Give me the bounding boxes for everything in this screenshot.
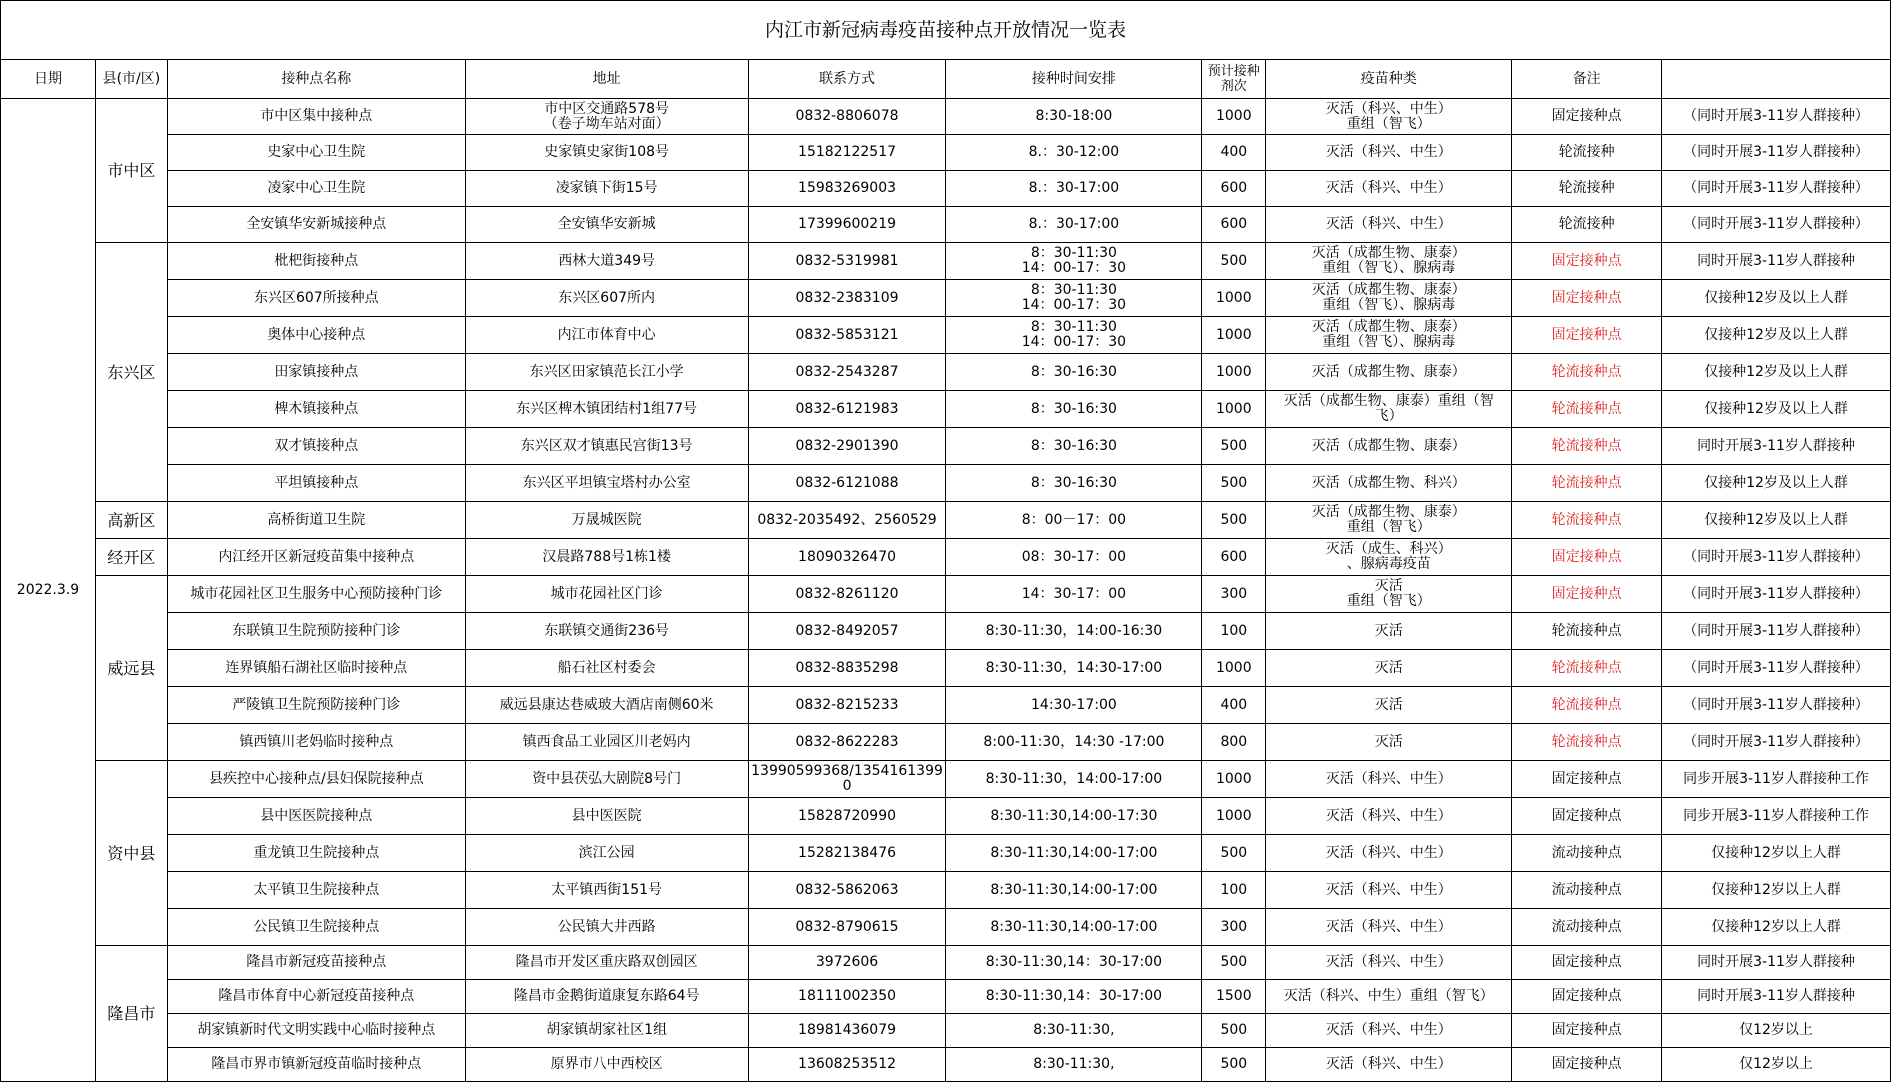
vaccine-cell: 灭活 <box>1266 724 1512 761</box>
contact-cell: 0832-8215233 <box>748 687 946 724</box>
time-cell: 8:30-11:30，14:00-17:00 <box>946 761 1202 798</box>
extra-cell: （同时开展3-11岁人群接种） <box>1662 99 1891 135</box>
contact-cell: 0832-8806078 <box>748 99 946 135</box>
site-name-cell: 内江经开区新冠疫苗集中接种点 <box>167 539 465 576</box>
doses-cell: 100 <box>1202 613 1266 650</box>
extra-cell: （同时开展3-11岁人群接种） <box>1662 650 1891 687</box>
contact-cell: 0832-2035492、2560529 <box>748 502 946 539</box>
doses-cell: 1000 <box>1202 761 1266 798</box>
contact-cell: 0832-2543287 <box>748 354 946 391</box>
vaccine-cell: 灭活（成都生物、康泰） 重组（智飞） <box>1266 502 1512 539</box>
header-county: 县(市/区) <box>95 60 167 99</box>
extra-cell: 仅接种12岁及以上人群 <box>1662 317 1891 354</box>
table-row <box>1 1014 1891 1048</box>
contact-cell: 0832-8261120 <box>748 576 946 613</box>
table-row <box>1 317 1891 354</box>
address-cell: 史家镇史家街108号 <box>465 135 748 171</box>
address-cell: 东联镇交通街236号 <box>465 613 748 650</box>
note-cell: 轮流接种点 <box>1512 650 1662 687</box>
doses-cell: 500 <box>1202 1014 1266 1048</box>
extra-cell: 同时开展3-11岁人群接种 <box>1662 946 1891 980</box>
doses-cell: 1000 <box>1202 650 1266 687</box>
address-cell: 胡家镇胡家社区1组 <box>465 1014 748 1048</box>
extra-cell: 仅接种12岁以上人群 <box>1662 835 1891 872</box>
table-row <box>1 724 1891 761</box>
site-name-cell: 太平镇卫生院接种点 <box>167 872 465 909</box>
doses-cell: 500 <box>1202 428 1266 465</box>
site-name-cell: 奥体中心接种点 <box>167 317 465 354</box>
note-cell: 轮流接种点 <box>1512 724 1662 761</box>
note-cell: 轮流接种 <box>1512 171 1662 207</box>
table-row <box>1 207 1891 243</box>
address-cell: 隆昌市金鹅街道康复东路64号 <box>465 980 748 1014</box>
note-cell: 固定接种点 <box>1512 576 1662 613</box>
contact-cell: 0832-2383109 <box>748 280 946 317</box>
vaccine-cell: 灭活 <box>1266 687 1512 724</box>
header-row <box>1 60 1891 99</box>
doses-cell: 500 <box>1202 465 1266 502</box>
note-cell: 轮流接种点 <box>1512 391 1662 428</box>
vaccine-cell: 灭活（科兴、中生） <box>1266 1014 1512 1048</box>
note-cell: 固定接种点 <box>1512 1014 1662 1048</box>
doses-cell: 500 <box>1202 502 1266 539</box>
address-cell: 滨江公园 <box>465 835 748 872</box>
time-cell: 8:30-11:30, <box>946 1014 1202 1048</box>
extra-cell: 同步开展3-11岁人群接种工作 <box>1662 761 1891 798</box>
time-cell: 8：30-16:30 <box>946 354 1202 391</box>
table-row <box>1 980 1891 1014</box>
doses-cell: 800 <box>1202 724 1266 761</box>
doses-cell: 500 <box>1202 243 1266 280</box>
doses-cell: 500 <box>1202 946 1266 980</box>
note-cell: 流动接种点 <box>1512 835 1662 872</box>
table-row <box>1 798 1891 835</box>
time-cell: 8：30-16:30 <box>946 428 1202 465</box>
site-name-cell: 双才镇接种点 <box>167 428 465 465</box>
address-cell: 威远县康达巷威玻大酒店南侧60米 <box>465 687 748 724</box>
contact-cell: 13608253512 <box>748 1048 946 1082</box>
site-name-cell: 胡家镇新时代文明实践中心临时接种点 <box>167 1014 465 1048</box>
site-name-cell: 隆昌市新冠疫苗接种点 <box>167 946 465 980</box>
extra-cell: 仅接种12岁以上人群 <box>1662 909 1891 946</box>
table-row <box>1 576 1891 613</box>
time-cell: 8：30-11:30 14：00-17：30 <box>946 280 1202 317</box>
extra-cell: 同时开展3-11岁人群接种 <box>1662 243 1891 280</box>
note-cell: 固定接种点 <box>1512 99 1662 135</box>
vaccine-cell: 灭活 <box>1266 613 1512 650</box>
doses-cell: 1500 <box>1202 980 1266 1014</box>
time-cell: 8：30-16:30 <box>946 391 1202 428</box>
vaccine-cell: 灭活（成都生物、康泰） 重组（智飞）、腺病毒 <box>1266 317 1512 354</box>
vaccine-cell: 灭活（科兴、中生） <box>1266 761 1512 798</box>
site-name-cell: 重龙镇卫生院接种点 <box>167 835 465 872</box>
time-cell: 8:30-11:30, <box>946 1048 1202 1082</box>
address-cell: 东兴区椑木镇团结村1组77号 <box>465 391 748 428</box>
note-cell: 轮流接种点 <box>1512 354 1662 391</box>
contact-cell: 13990599368/13541613990 <box>748 761 946 798</box>
extra-cell: （同时开展3-11岁人群接种） <box>1662 576 1891 613</box>
vaccine-cell: 灭活（成都生物、科兴） <box>1266 465 1512 502</box>
header-time: 接种时间安排 <box>946 60 1202 99</box>
header-vaccine: 疫苗种类 <box>1266 60 1512 99</box>
contact-cell: 15983269003 <box>748 171 946 207</box>
vaccine-cell: 灭活（成都生物、康泰）重组（智 飞） <box>1266 391 1512 428</box>
time-cell: 8:30-11:30,14:00-17:30 <box>946 798 1202 835</box>
site-name-cell: 城市花园社区卫生服务中心预防接种门诊 <box>167 576 465 613</box>
time-cell: 8:30-18:00 <box>946 99 1202 135</box>
contact-cell: 0832-5862063 <box>748 872 946 909</box>
doses-cell: 500 <box>1202 1048 1266 1082</box>
vaccine-cell: 灭活（成都生物、康泰） <box>1266 428 1512 465</box>
contact-cell: 18090326470 <box>748 539 946 576</box>
doses-cell: 400 <box>1202 135 1266 171</box>
time-cell: 8:30-11:30，14:00-16:30 <box>946 613 1202 650</box>
time-cell: 14:30-17:00 <box>946 687 1202 724</box>
site-name-cell: 县中医医院接种点 <box>167 798 465 835</box>
site-name-cell: 隆昌市体育中心新冠疫苗接种点 <box>167 980 465 1014</box>
vaccine-cell: 灭活（科兴、中生） <box>1266 135 1512 171</box>
vaccine-cell: 灭活（科兴、中生）重组（智飞） <box>1266 980 1512 1014</box>
contact-cell: 0832-5853121 <box>748 317 946 354</box>
table-row <box>1 650 1891 687</box>
address-cell: 原界市八中西校区 <box>465 1048 748 1082</box>
address-cell: 县中医医院 <box>465 798 748 835</box>
address-cell: 船石社区村委会 <box>465 650 748 687</box>
vaccine-cell: 灭活（科兴、中生） <box>1266 946 1512 980</box>
vaccine-cell: 灭活 重组（智飞） <box>1266 576 1512 613</box>
vaccine-cell: 灭活（科兴、中生） 重组（智飞） <box>1266 99 1512 135</box>
extra-cell: （同时开展3-11岁人群接种） <box>1662 135 1891 171</box>
header-date: 日期 <box>1 60 96 99</box>
vaccine-cell: 灭活（科兴、中生） <box>1266 872 1512 909</box>
site-name-cell: 椑木镇接种点 <box>167 391 465 428</box>
site-name-cell: 高桥街道卫生院 <box>167 502 465 539</box>
extra-cell: 仅12岁以上 <box>1662 1048 1891 1082</box>
county-cell: 资中县 <box>95 761 167 946</box>
site-name-cell: 枇杷街接种点 <box>167 243 465 280</box>
county-cell: 高新区 <box>95 502 167 539</box>
address-cell: 东兴区平坦镇宝塔村办公室 <box>465 465 748 502</box>
address-cell: 东兴区田家镇范长江小学 <box>465 354 748 391</box>
note-cell: 流动接种点 <box>1512 872 1662 909</box>
extra-cell: 仅接种12岁及以上人群 <box>1662 280 1891 317</box>
time-cell: 8:30-11:30,14:00-17:00 <box>946 872 1202 909</box>
contact-cell: 15828720990 <box>748 798 946 835</box>
extra-cell: 仅接种12岁及以上人群 <box>1662 391 1891 428</box>
doses-cell: 1000 <box>1202 317 1266 354</box>
time-cell: 8.：30-12:00 <box>946 135 1202 171</box>
note-cell: 固定接种点 <box>1512 761 1662 798</box>
note-cell: 流动接种点 <box>1512 909 1662 946</box>
vaccine-cell: 灭活（成生、科兴） 、腺病毒疫苗 <box>1266 539 1512 576</box>
note-cell: 固定接种点 <box>1512 980 1662 1014</box>
vaccine-cell: 灭活 <box>1266 650 1512 687</box>
doses-cell: 400 <box>1202 687 1266 724</box>
time-cell: 8:30-11:30,14：30-17:00 <box>946 946 1202 980</box>
extra-cell: 仅接种12岁及以上人群 <box>1662 354 1891 391</box>
note-cell: 轮流接种点 <box>1512 613 1662 650</box>
table-row <box>1 835 1891 872</box>
extra-cell: （同时开展3-11岁人群接种） <box>1662 539 1891 576</box>
table-row <box>1 391 1891 428</box>
doses-cell: 600 <box>1202 171 1266 207</box>
table-row <box>1 539 1891 576</box>
note-cell: 固定接种点 <box>1512 317 1662 354</box>
contact-cell: 18981436079 <box>748 1014 946 1048</box>
doses-cell: 1000 <box>1202 354 1266 391</box>
vaccine-cell: 灭活（成都生物、康泰） 重组（智飞）、腺病毒 <box>1266 243 1512 280</box>
table-row <box>1 946 1891 980</box>
doses-cell: 1000 <box>1202 280 1266 317</box>
doses-cell: 300 <box>1202 909 1266 946</box>
site-name-cell: 东兴区607所接种点 <box>167 280 465 317</box>
table-row <box>1 135 1891 171</box>
header-doses: 预计接种剂次 <box>1202 60 1266 99</box>
address-cell: 汉晨路788号1栋1楼 <box>465 539 748 576</box>
table-row <box>1 502 1891 539</box>
header-address: 地址 <box>465 60 748 99</box>
time-cell: 14：30-17：00 <box>946 576 1202 613</box>
table-row <box>1 243 1891 280</box>
table-row <box>1 171 1891 207</box>
contact-cell: 3972606 <box>748 946 946 980</box>
vaccine-cell: 灭活（科兴、中生） <box>1266 171 1512 207</box>
address-cell: 隆昌市开发区重庆路双创园区 <box>465 946 748 980</box>
note-cell: 固定接种点 <box>1512 280 1662 317</box>
contact-cell: 0832-6121088 <box>748 465 946 502</box>
note-cell: 轮流接种点 <box>1512 687 1662 724</box>
note-cell: 轮流接种 <box>1512 135 1662 171</box>
site-name-cell: 隆昌市界市镇新冠疫苗临时接种点 <box>167 1048 465 1082</box>
county-cell: 隆昌市 <box>95 946 167 1082</box>
vaccine-cell: 灭活（成都生物、康泰） <box>1266 354 1512 391</box>
site-name-cell: 公民镇卫生院接种点 <box>167 909 465 946</box>
header-extra <box>1662 60 1891 99</box>
contact-cell: 15182122517 <box>748 135 946 171</box>
address-cell: 内江市体育中心 <box>465 317 748 354</box>
time-cell: 8：00－17：00 <box>946 502 1202 539</box>
table-row <box>1 280 1891 317</box>
time-cell: 8.：30-17:00 <box>946 171 1202 207</box>
table-row <box>1 465 1891 502</box>
site-name-cell: 严陵镇卫生院预防接种门诊 <box>167 687 465 724</box>
contact-cell: 15282138476 <box>748 835 946 872</box>
note-cell: 固定接种点 <box>1512 243 1662 280</box>
contact-cell: 18111002350 <box>748 980 946 1014</box>
note-cell: 固定接种点 <box>1512 539 1662 576</box>
extra-cell: 同步开展3-11岁人群接种工作 <box>1662 798 1891 835</box>
address-cell: 西林大道349号 <box>465 243 748 280</box>
address-cell: 全安镇华安新城 <box>465 207 748 243</box>
address-cell: 镇西食品工业园区川老妈内 <box>465 724 748 761</box>
site-name-cell: 凌家中心卫生院 <box>167 171 465 207</box>
extra-cell: 仅接种12岁以上人群 <box>1662 872 1891 909</box>
extra-cell: 同时开展3-11岁人群接种 <box>1662 428 1891 465</box>
note-cell: 固定接种点 <box>1512 946 1662 980</box>
extra-cell: （同时开展3-11岁人群接种） <box>1662 171 1891 207</box>
table-row <box>1 99 1891 135</box>
site-name-cell: 全安镇华安新城接种点 <box>167 207 465 243</box>
doses-cell: 600 <box>1202 207 1266 243</box>
note-cell: 轮流接种点 <box>1512 502 1662 539</box>
contact-cell: 0832-8835298 <box>748 650 946 687</box>
address-cell: 太平镇西街151号 <box>465 872 748 909</box>
table-row <box>1 428 1891 465</box>
time-cell: 8:30-11:30,14:00-17:00 <box>946 835 1202 872</box>
contact-cell: 0832-8492057 <box>748 613 946 650</box>
table-row <box>1 1048 1891 1082</box>
address-cell: 资中县茯弘大剧院8号门 <box>465 761 748 798</box>
vaccine-cell: 灭活（科兴、中生） <box>1266 798 1512 835</box>
site-name-cell: 连界镇船石湖社区临时接种点 <box>167 650 465 687</box>
contact-cell: 0832-5319981 <box>748 243 946 280</box>
contact-cell: 0832-6121983 <box>748 391 946 428</box>
note-cell: 轮流接种点 <box>1512 428 1662 465</box>
address-cell: 东兴区607所内 <box>465 280 748 317</box>
note-cell: 轮流接种点 <box>1512 465 1662 502</box>
doses-cell: 300 <box>1202 576 1266 613</box>
site-name-cell: 田家镇接种点 <box>167 354 465 391</box>
site-name-cell: 东联镇卫生院预防接种门诊 <box>167 613 465 650</box>
table-row <box>1 872 1891 909</box>
county-cell: 威远县 <box>95 576 167 761</box>
county-cell: 经开区 <box>95 539 167 576</box>
table-row <box>1 687 1891 724</box>
address-cell: 凌家镇下街15号 <box>465 171 748 207</box>
date-cell: 2022.3.9 <box>1 99 96 1082</box>
address-cell: 城市花园社区门诊 <box>465 576 748 613</box>
address-cell: 东兴区双才镇惠民宫街13号 <box>465 428 748 465</box>
county-cell: 市中区 <box>95 99 167 243</box>
county-cell: 东兴区 <box>95 243 167 502</box>
vaccine-cell: 灭活（科兴、中生） <box>1266 1048 1512 1082</box>
time-cell: 8:30-11:30，14:30-17:00 <box>946 650 1202 687</box>
contact-cell: 0832-8790615 <box>748 909 946 946</box>
site-name-cell: 县疾控中心接种点/县妇保院接种点 <box>167 761 465 798</box>
table-row <box>1 613 1891 650</box>
doses-cell: 1000 <box>1202 798 1266 835</box>
extra-cell: （同时开展3-11岁人群接种） <box>1662 687 1891 724</box>
time-cell: 8:00-11:30，14:30 -17:00 <box>946 724 1202 761</box>
note-cell: 固定接种点 <box>1512 1048 1662 1082</box>
table-row <box>1 761 1891 798</box>
time-cell: 8.：30-17:00 <box>946 207 1202 243</box>
time-cell: 8：30-16:30 <box>946 465 1202 502</box>
table-row <box>1 354 1891 391</box>
site-name-cell: 平坦镇接种点 <box>167 465 465 502</box>
site-name-cell: 史家中心卫生院 <box>167 135 465 171</box>
vaccine-cell: 灭活（科兴、中生） <box>1266 909 1512 946</box>
extra-cell: 仅接种12岁及以上人群 <box>1662 502 1891 539</box>
site-name-cell: 镇西镇川老妈临时接种点 <box>167 724 465 761</box>
site-name-cell: 市中区集中接种点 <box>167 99 465 135</box>
extra-cell: （同时开展3-11岁人群接种） <box>1662 613 1891 650</box>
time-cell: 8:30-11:30,14:00-17:00 <box>946 909 1202 946</box>
note-cell: 固定接种点 <box>1512 798 1662 835</box>
time-cell: 08：30-17：00 <box>946 539 1202 576</box>
vaccine-cell: 灭活（科兴、中生） <box>1266 207 1512 243</box>
address-cell: 万晟城医院 <box>465 502 748 539</box>
time-cell: 8：30-11:30 14：00-17：30 <box>946 243 1202 280</box>
time-cell: 8:30-11:30,14：30-17:00 <box>946 980 1202 1014</box>
header-contact: 联系方式 <box>748 60 946 99</box>
header-note: 备注 <box>1512 60 1662 99</box>
address-cell: 公民镇大井西路 <box>465 909 748 946</box>
sheet-title: 内江市新冠病毒疫苗接种点开放情况一览表 <box>1 1 1891 60</box>
contact-cell: 17399600219 <box>748 207 946 243</box>
contact-cell: 0832-2901390 <box>748 428 946 465</box>
table-row <box>1 909 1891 946</box>
extra-cell: 仅12岁以上 <box>1662 1014 1891 1048</box>
doses-cell: 100 <box>1202 872 1266 909</box>
extra-cell: 仅接种12岁及以上人群 <box>1662 465 1891 502</box>
vaccine-cell: 灭活（成都生物、康泰） 重组（智飞）、腺病毒 <box>1266 280 1512 317</box>
extra-cell: 同时开展3-11岁人群接种 <box>1662 980 1891 1014</box>
doses-cell: 1000 <box>1202 391 1266 428</box>
doses-cell: 1000 <box>1202 99 1266 135</box>
contact-cell: 0832-8622283 <box>748 724 946 761</box>
extra-cell: （同时开展3-11岁人群接种） <box>1662 724 1891 761</box>
address-cell: 市中区交通路578号 （卷子坳车站对面） <box>465 99 748 135</box>
extra-cell: （同时开展3-11岁人群接种） <box>1662 207 1891 243</box>
note-cell: 轮流接种 <box>1512 207 1662 243</box>
doses-cell: 500 <box>1202 835 1266 872</box>
vaccine-cell: 灭活（科兴、中生） <box>1266 835 1512 872</box>
header-site-name: 接种点名称 <box>167 60 465 99</box>
time-cell: 8：30-11:30 14：00-17：30 <box>946 317 1202 354</box>
doses-cell: 600 <box>1202 539 1266 576</box>
